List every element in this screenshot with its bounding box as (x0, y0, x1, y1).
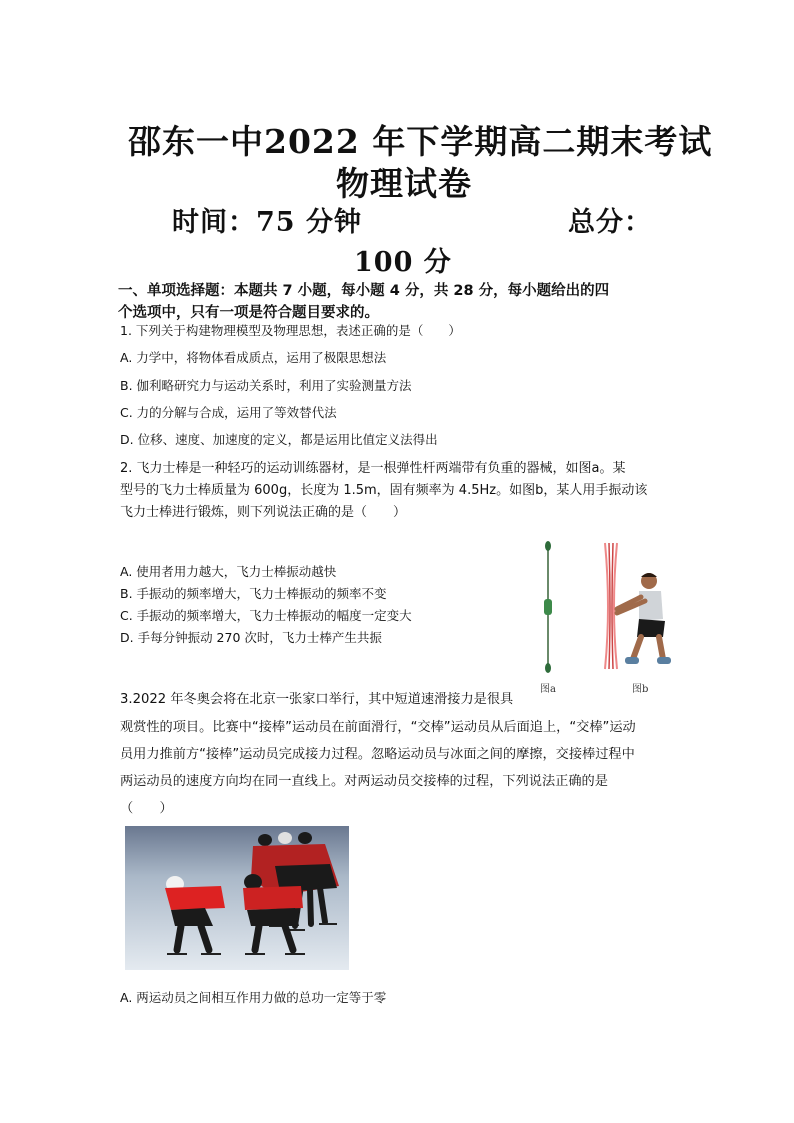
q3-stem-line4: 两运动员的速度方向均在同一直线上。对两运动员交接棒的过程，下列说法正确的是 (120, 774, 608, 789)
q2-option-a: A. 使用者用力越大，飞力士棒振动越快 (120, 564, 337, 579)
q3-stem-line3: 员用力推前方“接棒”运动员完成接力过程。忽略运动员与冰面之间的摩擦，交接棒过程中 (120, 747, 635, 762)
section-heading-line2: 个选项中，只有一项是符合题目要求的。 (118, 305, 379, 321)
q1-option-c: C. 力的分解与合成，运用了等效替代法 (120, 405, 337, 420)
q3-stem-line2: 观赏性的项目。比赛中“接棒”运动员在前面滑行，“交棒”运动员从后面追上，“交棒”运动 (120, 720, 636, 735)
q3-stem-line1: 3.2022 年冬奥会将在北京一张家口举行，其中短道速滑接力是很具 (120, 692, 514, 707)
q2-option-b: B. 手振动的频率增大，飞力士棒振动的频率不变 (120, 586, 387, 601)
q2-stem-line2: 型号的飞力士棒质量为 600g，长度为 1.5m，固有频率为 4.5Hz。如图b，某人用手振动该 (120, 483, 648, 498)
q1-stem: 1. 下列关于构建物理模型及物理思想，表述正确的是（ ） (120, 323, 461, 338)
figure-a-flexi-bar (536, 540, 560, 674)
section-heading (118, 280, 688, 324)
q1-option-b: B. 伽利略研究力与运动关系时，利用了实验测量方法 (120, 378, 412, 393)
q2-stem-line3: 飞力士棒进行锻炼，则下列说法正确的是（ ） (120, 505, 407, 520)
figure-b-person-exercising (597, 541, 685, 673)
figure-a-caption: 图a (540, 684, 556, 695)
exam-score-value: 100 分 (354, 247, 452, 278)
q2-option-d: D. 手每分钟振动 270 次时，飞力士棒产生共振 (120, 630, 382, 645)
exam-time: 时间：75 分钟 (172, 207, 362, 238)
q2-option-c: C. 手振动的频率增大，飞力士棒振动的幅度一定变大 (120, 608, 412, 623)
figure-b-caption: 图b (632, 684, 649, 695)
section-heading-line1: 一、单项选择题：本题共 7 小题，每小题 4 分，共 28 分，每小题给出的四 (118, 283, 610, 299)
q1-option-d: D. 位移、速度、加速度的定义，都是运用比值定义法得出 (120, 432, 438, 447)
q3-stem-line5: （ ） (120, 801, 173, 816)
exam-title-line2: 物理试卷 (336, 164, 472, 203)
exam-score-label: 总分： (568, 207, 652, 238)
exam-title-line1: 邵东一中2022 年下学期高二期末考试 (128, 122, 713, 161)
q1-option-a: A. 力学中，将物体看成质点，运用了极限思想法 (120, 350, 387, 365)
q3-option-a: A. 两运动员之间相互作用力做的总功一定等于零 (120, 990, 387, 1005)
speed-skating-photo (125, 826, 349, 970)
q2-stem-line1: 2. 飞力士棒是一种轻巧的运动训练器材，是一根弹性杆两端带有负重的器械，如图a。某 (120, 461, 626, 476)
